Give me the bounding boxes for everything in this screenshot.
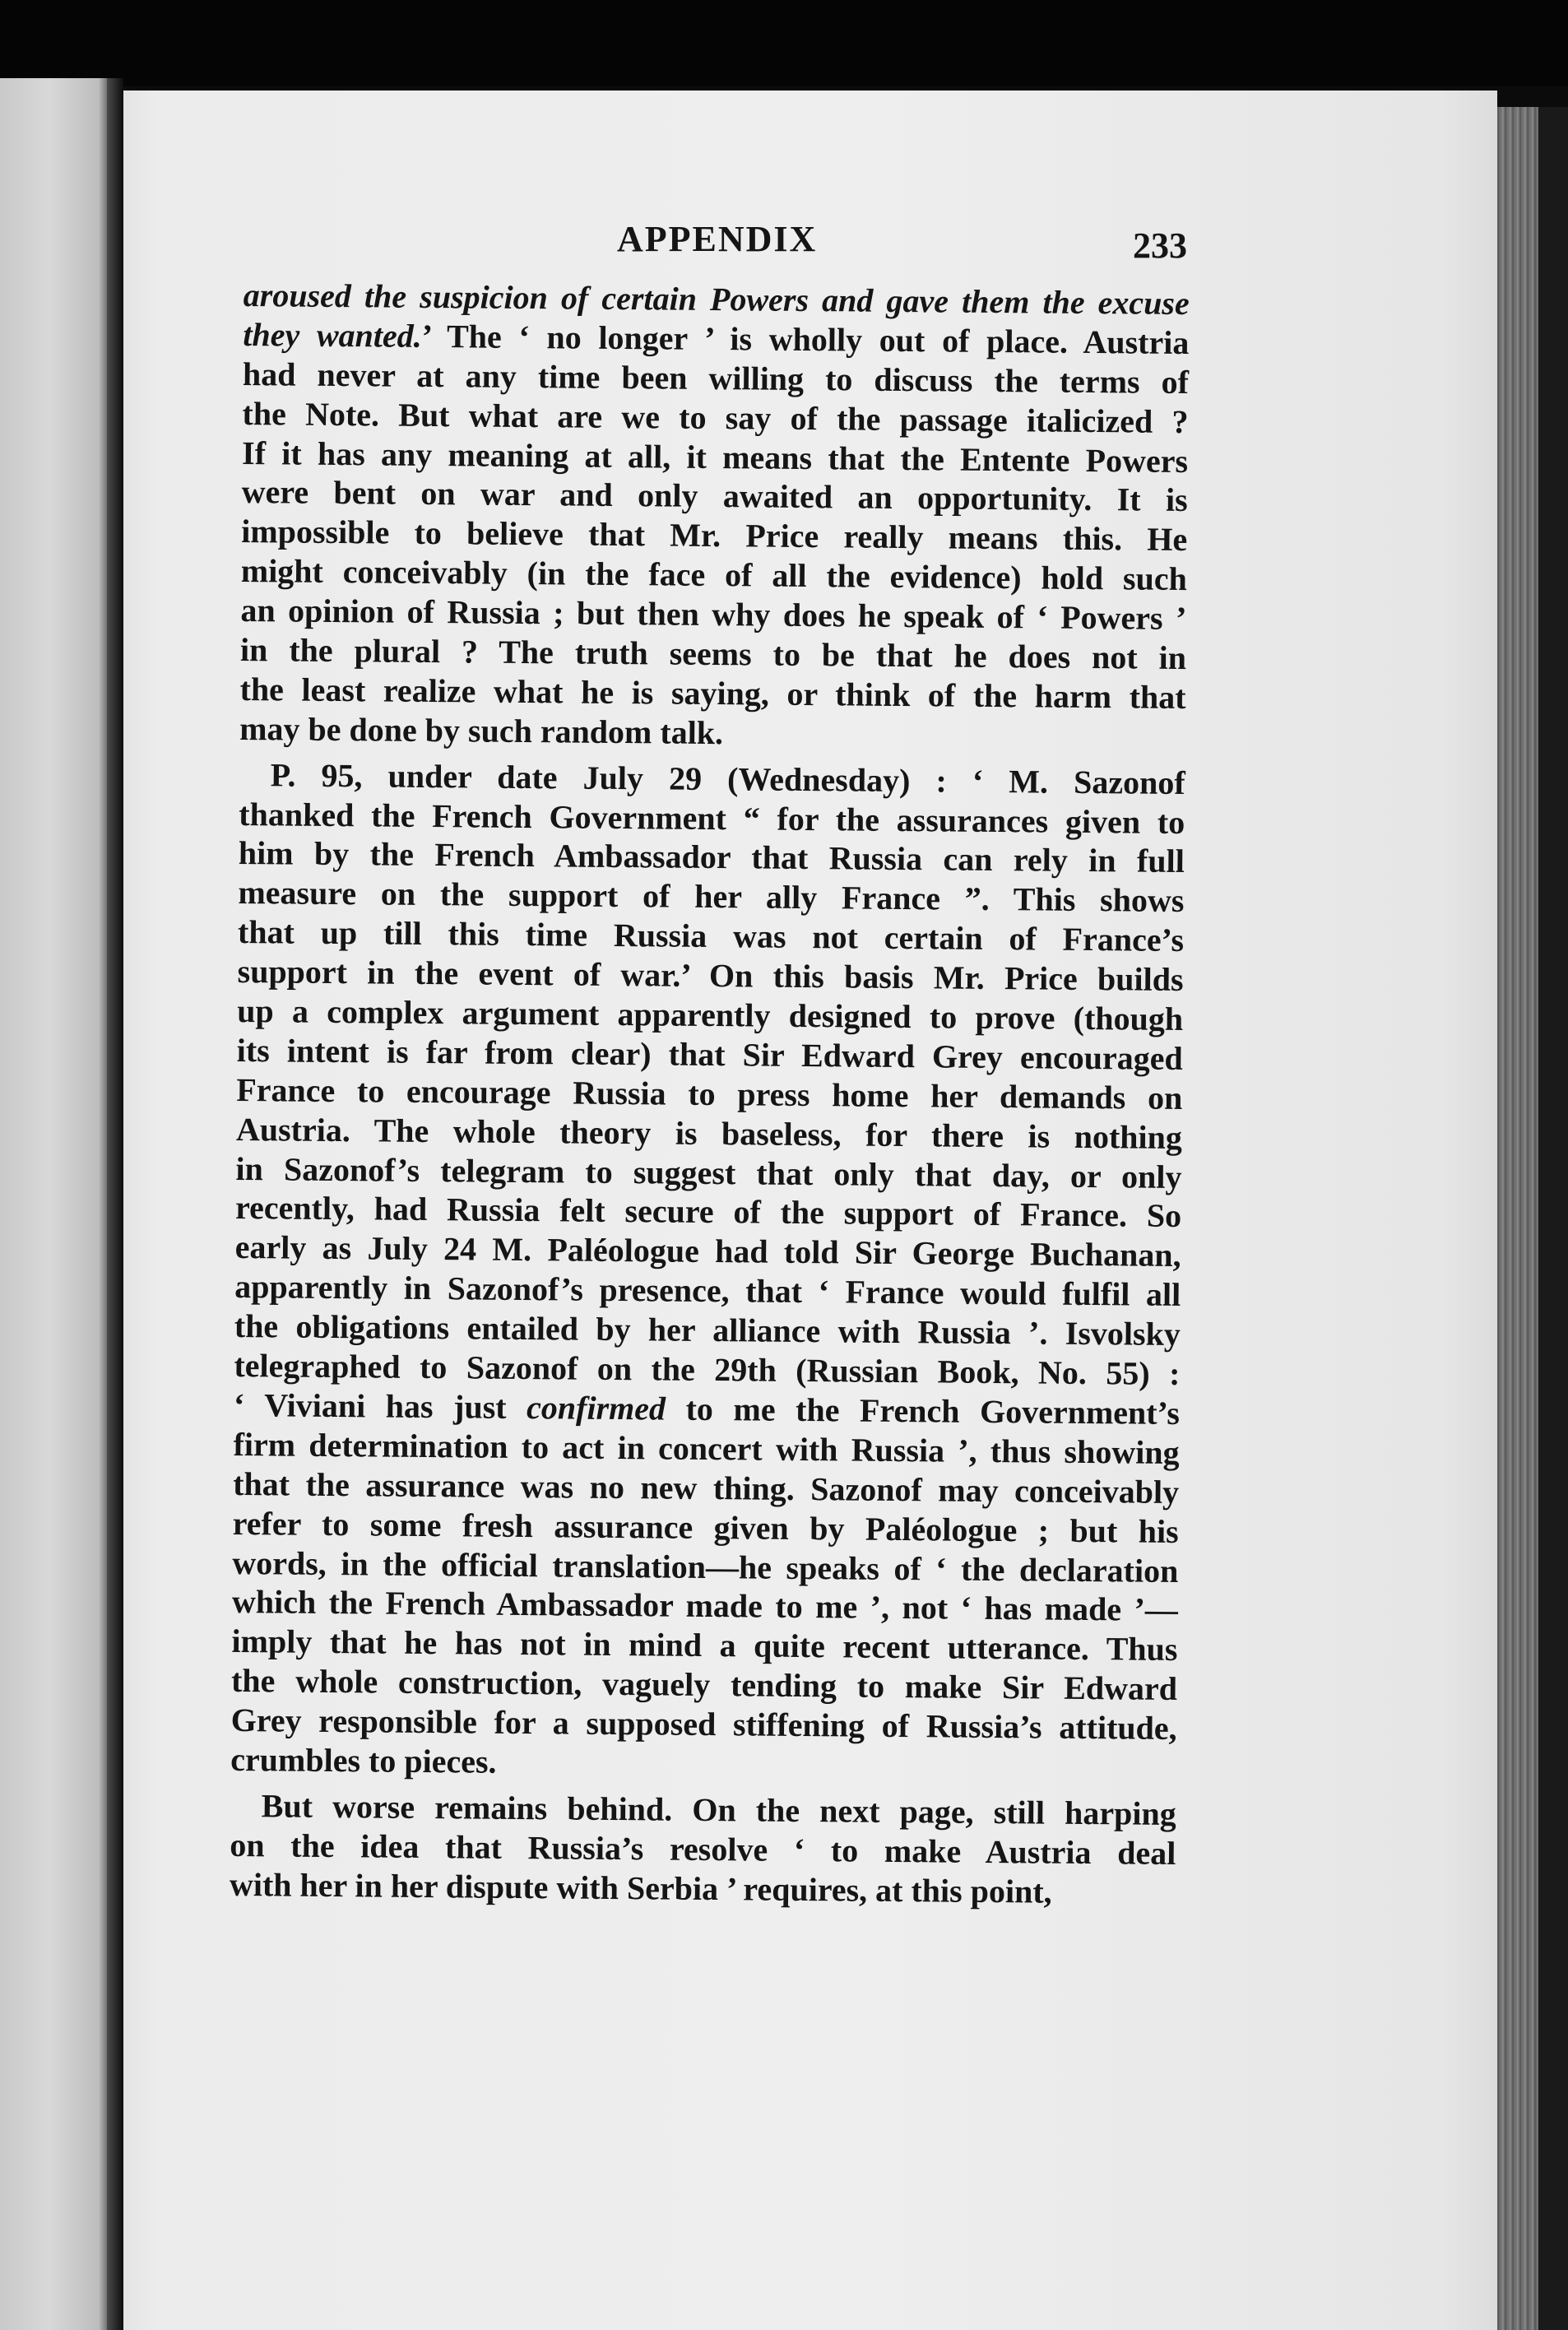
body-text — [230, 276, 1190, 1912]
text-segment: telegraphed to Sazonof on the 29th (Russian Book, No. 55) : — [234, 1346, 1181, 1393]
text-segment: France to encourage Russia to press home her demands on — [236, 1070, 1183, 1116]
text-segment: to me the French Government’s — [665, 1390, 1181, 1432]
text-segment: If it has any meaning at all, it means that the Entente Powers — [241, 434, 1189, 480]
italic-text: aroused the suspicion of certain Powers and gave them the excuse — [243, 276, 1190, 323]
text-segment: impossible to believe that Mr. Price really means this. He — [241, 513, 1188, 559]
text-segment: words, in the official translation—he speaks of ‘ the declaration — [232, 1543, 1179, 1590]
text-line — [239, 709, 1185, 757]
italic-text: confirmed — [526, 1388, 666, 1427]
text-segment: him by the French Ambassador that Russia can rely in full — [238, 834, 1185, 880]
text-segment: that up till this time Russia was not certain of France’s — [237, 913, 1185, 959]
text-segment: which the French Ambassador made to me ’, not ‘ has made ’— — [231, 1583, 1179, 1629]
text-segment: P. 95, under date July 29 (Wednesday) : ‘ M. Sazonof — [270, 755, 1185, 801]
text-segment: the least realize what he is saying, or think of the harm that — [239, 670, 1186, 716]
text-segment: in the plural ? The truth seems to be that he does not in — [239, 630, 1187, 677]
text-segment: imply that he has not in mind a quite recent utterance. Thus — [231, 1622, 1178, 1669]
previous-page-edge — [0, 78, 123, 2330]
text-segment: firm determination to act in concert with Russia ’, thus showing — [233, 1425, 1180, 1471]
text-line — [230, 1865, 1176, 1913]
text-segment: the obligations entailed by her alliance with Russia ’. Isvolsky — [234, 1307, 1181, 1353]
text-segment: Grey responsible for a supposed stiffening of Russia’s attitude, — [230, 1701, 1177, 1748]
text-segment: thanked the French Government “ for the assurances given to — [239, 795, 1185, 841]
text-segment: were bent on war and only awaited an opportunity. It is — [241, 473, 1188, 519]
text-segment: on the idea that Russia’s resolve ‘ to make Austria deal — [230, 1826, 1176, 1872]
text-segment: recently, had Russia felt secure of the support of France. So — [234, 1189, 1182, 1235]
italic-text: they wanted. — [243, 315, 422, 355]
text-line — [230, 1740, 1176, 1788]
text-segment: measure on the support of her ally France ”. This shows — [238, 874, 1185, 920]
text-segment: crumbles to pieces. — [230, 1740, 497, 1780]
text-segment: up a complex argument apparently designed to prove (though — [237, 991, 1184, 1038]
text-segment: But worse remains behind. On the next page, still harping — [261, 1787, 1176, 1832]
text-segment: ’ The ‘ no longer ’ is wholly out of place. Austria — [421, 317, 1190, 361]
book-gutter — [107, 78, 123, 2330]
text-segment: its intent is far from clear) that Sir Edward Grey encouraged — [236, 1031, 1183, 1077]
text-segment: Austria. The whole theory is baseless, for there is nothing — [235, 1110, 1183, 1156]
text-segment: that the assurance was no new thing. Sazonof may conceivably — [232, 1464, 1180, 1511]
book-page — [123, 91, 1497, 2330]
scan-right-border — [1538, 107, 1568, 2330]
text-segment: the Note. But what are we to say of the passage italicized ? — [242, 394, 1189, 440]
text-segment: apparently in Sazonof’s presence, that ‘ France would fulfil all — [234, 1268, 1181, 1314]
scan-top-border — [0, 0, 1568, 86]
text-segment: support in the event of war.’ On this basis Mr. Price builds — [237, 953, 1184, 999]
text-segment: an opinion of Russia ; but then why does he speak of ‘ Powers ’ — [240, 592, 1187, 638]
text-segment: may be done by such random talk. — [239, 709, 724, 751]
text-segment: with her in her dispute with Serbia ’ requires, at this point, — [229, 1865, 1052, 1910]
running-title: APPENDIX — [617, 219, 818, 259]
text-segment: the whole construction, vaguely tending to make Sir Edward — [230, 1662, 1178, 1708]
text-segment: ‘ Viviani has just — [233, 1385, 527, 1426]
text-segment: early as July 24 M. Paléologue had told Sir George Buchanan, — [234, 1228, 1181, 1274]
text-segment: in Sazonof’s telegram to suggest that only that day, or only — [235, 1149, 1182, 1195]
running-head — [123, 218, 1497, 267]
text-segment: refer to some fresh assurance given by Paléologue ; but his — [232, 1504, 1179, 1550]
text-segment: might conceivably (in the face of all the evidence) hold such — [240, 552, 1188, 598]
text-segment: had never at any time been willing to discuss the terms of — [242, 355, 1190, 401]
page-number: 233 — [1133, 225, 1187, 266]
